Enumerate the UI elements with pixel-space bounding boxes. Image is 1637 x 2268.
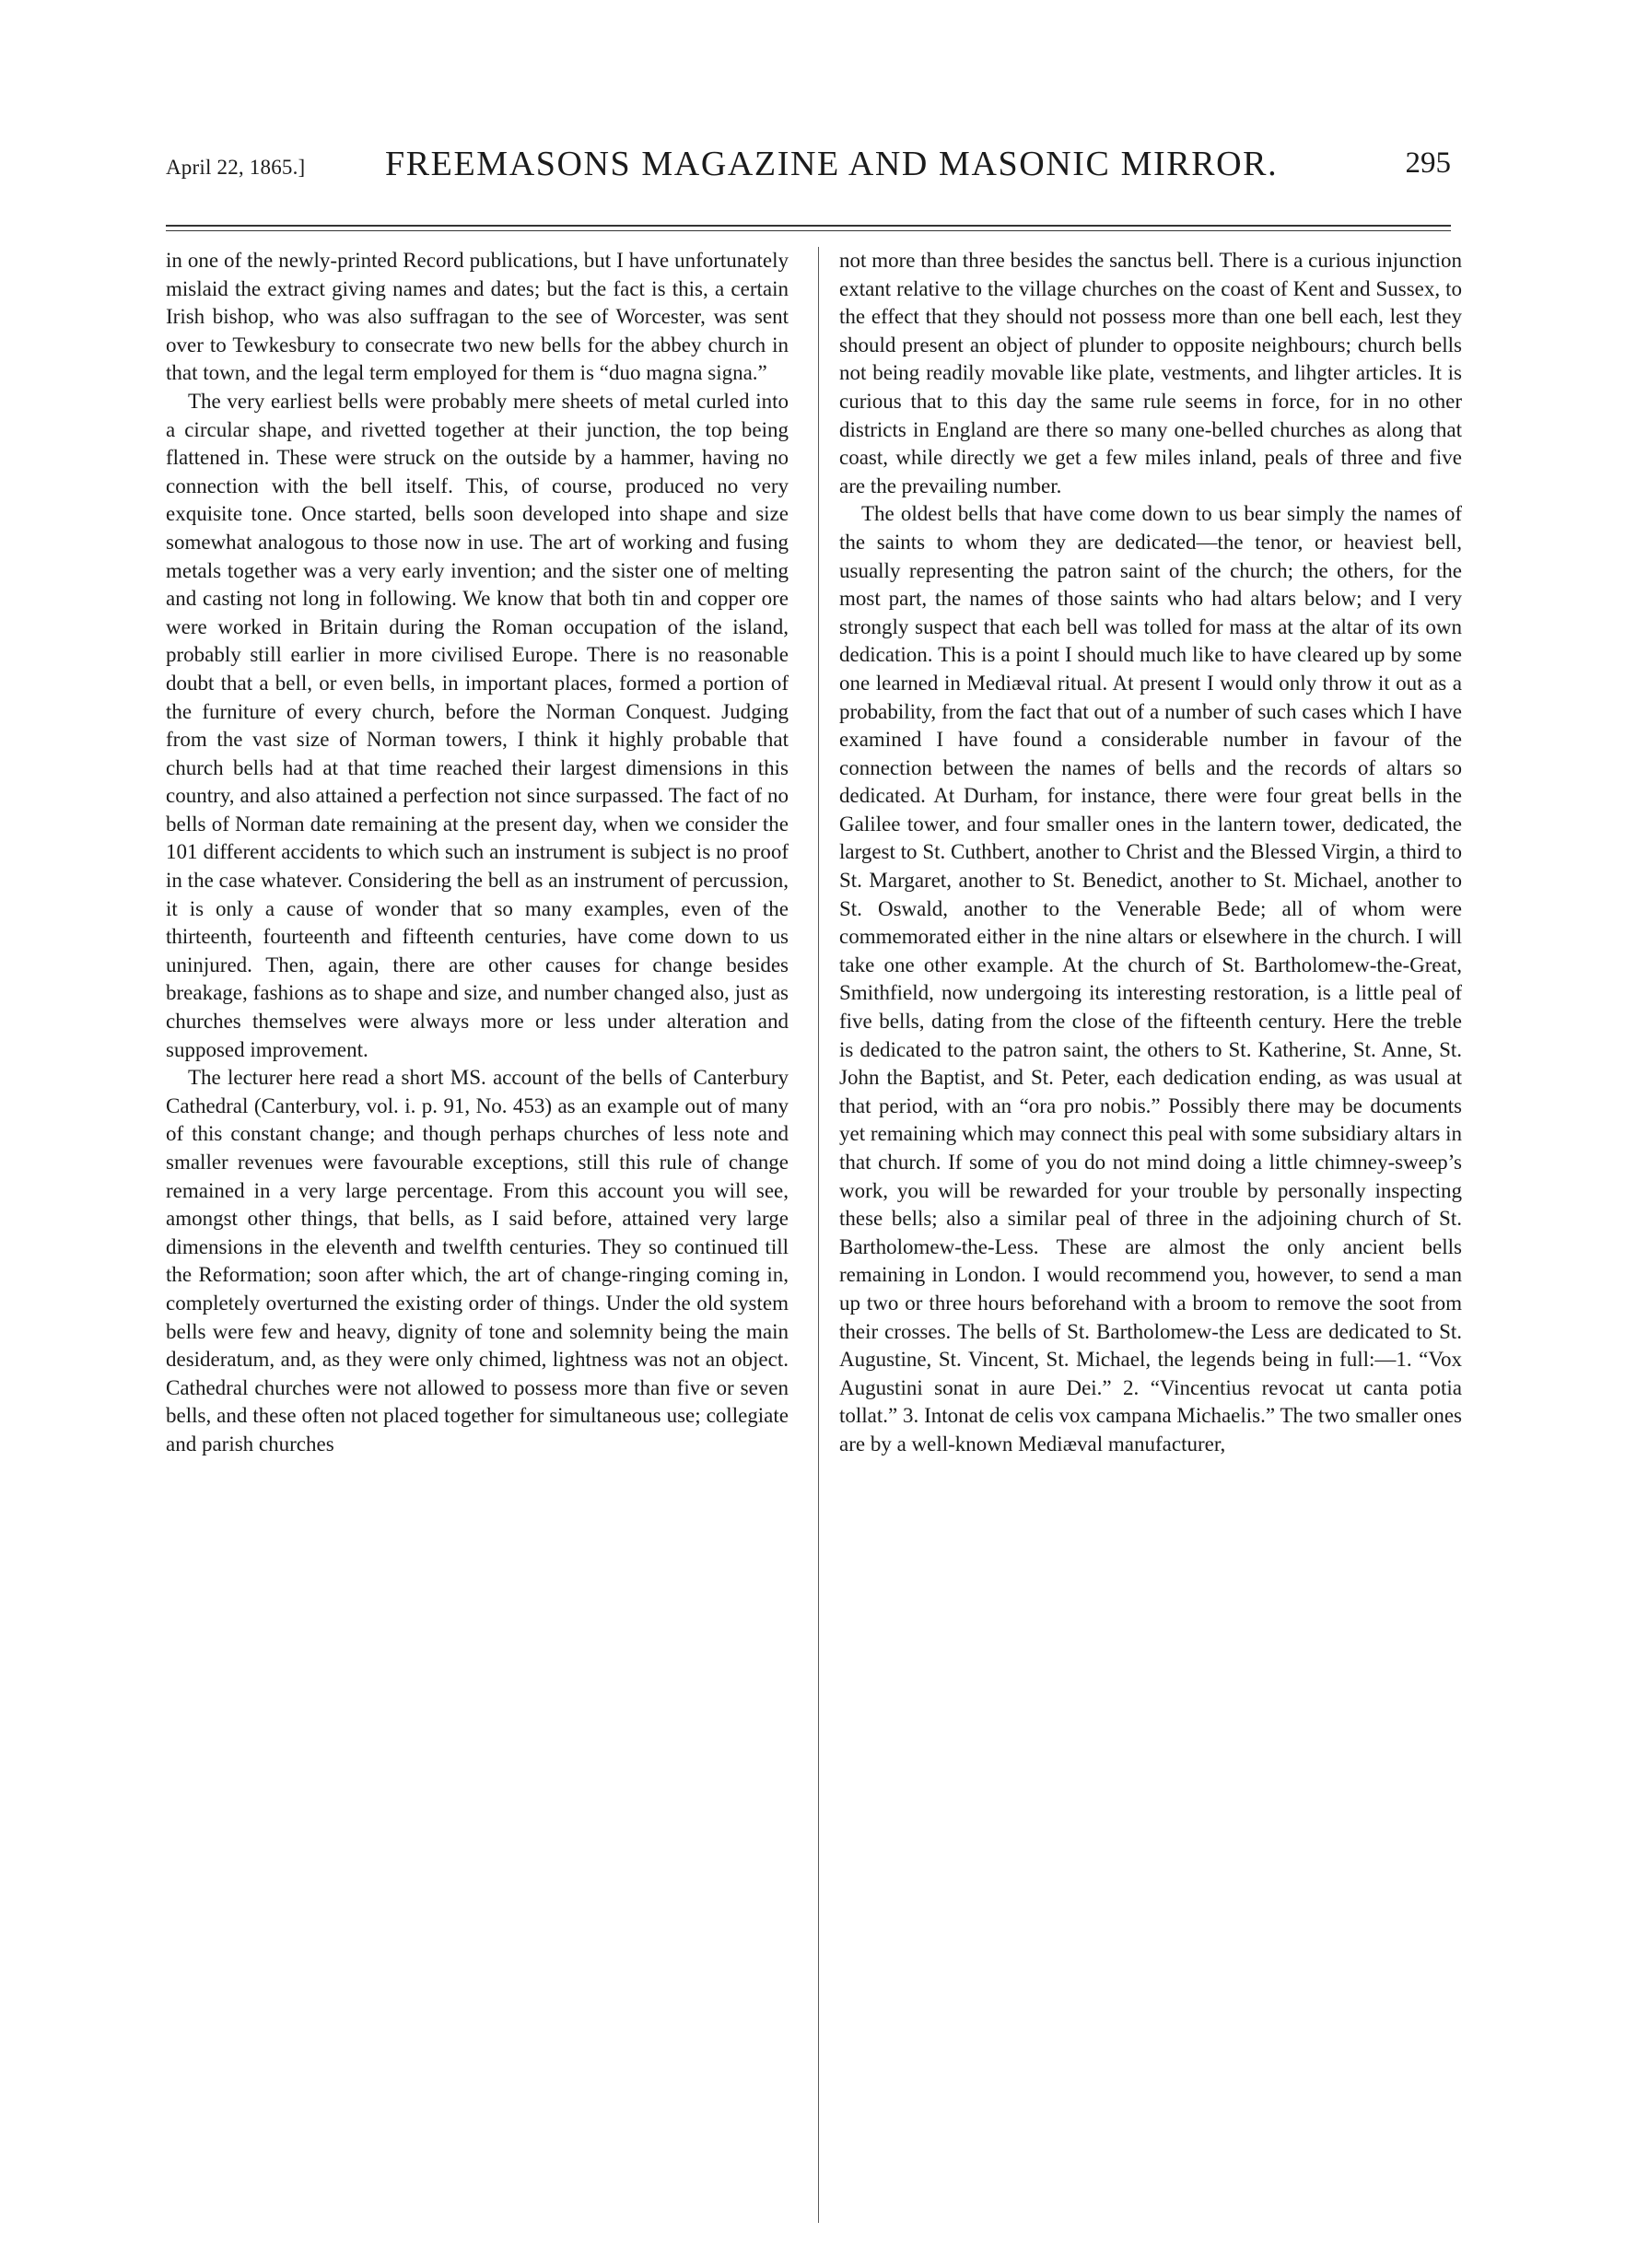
- left-paragraph-2: The very earliest bells were probably mere sheets of metal curled into a circular shape, and rivetted together at their junction, the top being flattened in. These were struck on the outside by a hammer, having no connection with the bell itself. This, of course, produced no very exquisite tone. Once started, bells soon developed into shape and size somewhat analogous to those now in use. The art of working and fusing metals together was a very early invention; and the sister one of melting and casting not long in following. We know that both tin and copper ore were worked in Britain during the Roman occupation of the island, probably still earlier in more civilised Europe. There is no reasonable doubt that a bell, or even bells, in important places, formed a portion of the furniture of every church, before the Norman Conquest. Judging from the vast size of Norman towers, I think it highly probable that church bells had at that time reached their largest dimensions in this country, and also attained a perfection not since surpassed. The fact of no bells of Norman date remaining at the present day, when we consider the 101 different accidents to which such an instrument is subject is no proof in the case whatever. Considering the bell as an instrument of percussion, it is only a cause of wonder that so many examples, even of the thirteenth, fourteenth and fifteenth centuries, have come down to us uninjured. Then, again, there are other causes for change besides breakage, fashions as to shape and size, and number changed also, just as churches themselves were always more or less under alteration and supposed improvement.: [166, 389, 789, 1061]
- left-column: [166, 247, 789, 2218]
- left-paragraph-1: in one of the newly-printed Record publications, but I have unfortunately mislaid the extract giving names and dates; but the fact is this, a certain Irish bishop, who was also suffragan to the see of Worcester, was sent over to Tewkesbury to consecrate two new bells for the abbey church in that town, and the legal term employed for them is “duo magna signa.”: [166, 249, 789, 385]
- page-number: 295: [1405, 146, 1451, 180]
- running-header: [166, 138, 1451, 192]
- issue-date: April 22, 1865.]: [166, 156, 306, 179]
- right-paragraph-2: The oldest bells that have come down to us bear simply the names of the saints to whom they are dedicated—the tenor, or heaviest bell, usually representing the patron saint of the church; the others, for the most part, the names of those saints who had altars below; and I very strongly suspect that each bell was tolled for mass at the altar of its own dedication. This is a point I should much like to have cleared up by some one learned in Mediæval ritual. At present I would only throw it out as a probability, from the fact that out of a number of such cases which I have examined I have found a considerable number in favour of the connection between the names of bells and the records of altars so dedicated. At Durham, for instance, there were four great bells in the Galilee tower, and four smaller ones in the lantern tower, dedicated, the largest to St. Cuthbert, another to Christ and the Blessed Virgin, a third to St. Margaret, another to St. Benedict, another to St. Michael, another to St. Oswald, another to the Venerable Bede; all of whom were commemorated either in the nine altars or elsewhere in the church. I will take one other example. At the church of St. Bartholomew-the-Great, Smithfield, now undergoing its interesting restoration, is a little peal of five bells, dating from the close of the fifteenth century. Here the treble is dedicated to the patron saint, the others to St. Katherine, St. Anne, St. John the Baptist, and St. Peter, each dedication ending, as was usual at that period, with an “ora pro nobis.” Possibly there may be documents yet remaining which may connect this peal with some subsidiary altars in that church. If some of you do not mind doing a little chimney-sweep’s work, you will be rewarded for your trouble by personally inspecting these bells; also a similar peal of three in the adjoining church of St. Bartholomew-the-Less. These are almost the only ancient bells remaining in London. I would recommend you, however, to send a man up two or three hours beforehand with a broom to remove the soot from their crosses. The bells of St. Bartholomew-the Less are dedicated to St. Augustine, St. Vincent, St. Michael, the legends being in full:—1. “Vox Augustini sonat in aure Dei.” 2. “Vincentius revocat ut canta potia tollat.” 3. Intonat de celis vox campana Michaelis.” The two smaller ones are by a well-known Mediæval manufacturer,: [839, 502, 1462, 1455]
- right-paragraph-1: not more than three besides the sanctus bell. There is a curious injunction extant relative to the village churches on the coast of Kent and Sussex, to the effect that they should not possess more than one bell each, lest they should present an object of plunder to opposite neighbours; church bells not being readily movable like plate, vestments, and lihgter articles. It is curious that to this day the same rule seems in force, for in no other districts in England are there so many one-belled churches as along that coast, while directly we get a few miles inland, peals of three and five are the prevailing number.: [839, 249, 1462, 497]
- right-column: [839, 247, 1462, 2218]
- header-rule: [166, 225, 1451, 231]
- publication-title: FREEMASONS MAGAZINE AND MASONIC MIRROR.: [385, 145, 1279, 183]
- column-divider: [818, 247, 819, 2223]
- left-paragraph-3: The lecturer here read a short MS. account of the bells of Canterbury Cathedral (Canterbury, vol. i. p. 91, No. 453) as an example out of many of this constant change; and though perhaps churches of less note and smaller revenues were favourable exceptions, still this rule of change remained in a very large percentage. From this account you will see, amongst other things, that bells, as I said before, attained very large dimensions in the eleventh and twelfth centuries. They so continued till the Reformation; soon after which, the art of change-ringing coming in, completely overturned the existing order of things. Under the old system bells were few and heavy, dignity of tone and solemnity being the main desideratum, and, as they were only chimed, lightness was not an object. Cathedral churches were not allowed to possess more than five or seven bells, and these often not placed together for simultaneous use; collegiate and parish churches: [166, 1066, 789, 1455]
